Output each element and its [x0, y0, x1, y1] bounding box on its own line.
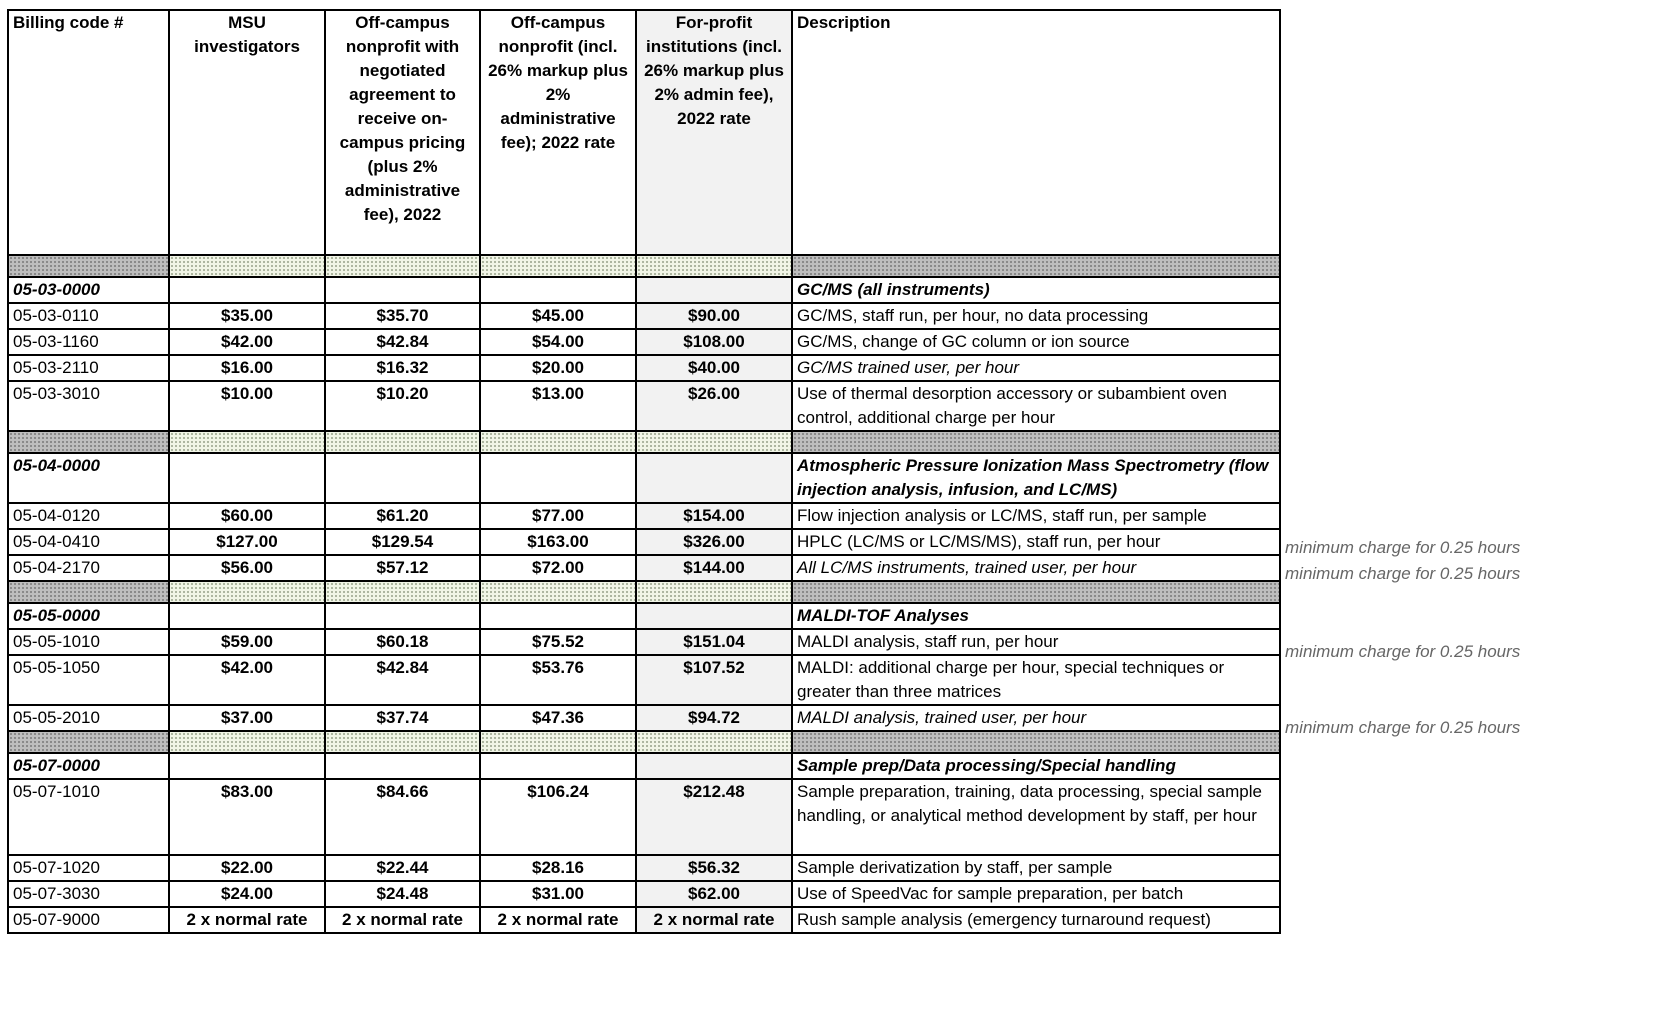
empty-cell: [325, 753, 480, 779]
offcampus-rate: $53.76: [480, 655, 636, 705]
msu-rate: $37.00: [169, 705, 325, 731]
msu-rate: $10.00: [169, 381, 325, 431]
empty-cell: [480, 453, 636, 503]
separator-cell: [8, 431, 169, 453]
description: HPLC (LC/MS or LC/MS/MS), staff run, per hour: [792, 529, 1280, 555]
billing-code: 05-05-1050: [8, 655, 169, 705]
empty-cell: [636, 753, 792, 779]
description: Rush sample analysis (emergency turnaround request): [792, 907, 1280, 933]
empty-cell: [636, 603, 792, 629]
empty-cell: [169, 453, 325, 503]
billing-code: 05-05-1010: [8, 629, 169, 655]
separator-cell: [480, 255, 636, 277]
table-row: [8, 705, 1280, 731]
description: All LC/MS instruments, trained user, per hour: [792, 555, 1280, 581]
description: Sample derivatization by staff, per sample: [792, 855, 1280, 881]
negotiated-rate: $35.70: [325, 303, 480, 329]
billing-rates-table: [7, 9, 1281, 934]
negotiated-rate: $84.66: [325, 779, 480, 855]
separator-cell: [792, 581, 1280, 603]
header-msu-investigators: MSU investigators: [169, 10, 325, 255]
table-row: [8, 881, 1280, 907]
section-separator: [8, 255, 1280, 277]
minimum-charge-note: minimum charge for 0.25 hours: [1285, 538, 1521, 557]
separator-cell: [480, 581, 636, 603]
msu-rate: 2 x normal rate: [169, 907, 325, 933]
table-row: [8, 779, 1280, 855]
offcampus-rate: $20.00: [480, 355, 636, 381]
table-row: [8, 907, 1280, 933]
separator-cell: [169, 581, 325, 603]
separator-cell: [636, 431, 792, 453]
separator-cell: [636, 731, 792, 753]
header-for-profit: For-profit institutions (incl. 26% markup plus 2% admin fee), 2022 rate: [636, 10, 792, 255]
empty-cell: [169, 603, 325, 629]
description: MALDI analysis, trained user, per hour: [792, 705, 1280, 731]
empty-cell: [325, 277, 480, 303]
table-row: [8, 503, 1280, 529]
empty-cell: [325, 453, 480, 503]
separator-cell: [325, 431, 480, 453]
empty-cell: [480, 603, 636, 629]
empty-cell: [169, 753, 325, 779]
separator-cell: [792, 431, 1280, 453]
description: Use of thermal desorption accessory or subambient oven control, additional charge per hour: [792, 381, 1280, 431]
billing-code: 05-03-1160: [8, 329, 169, 355]
negotiated-rate: $60.18: [325, 629, 480, 655]
msu-rate: $83.00: [169, 779, 325, 855]
separator-cell: [636, 255, 792, 277]
table-row: [8, 629, 1280, 655]
offcampus-rate: 2 x normal rate: [480, 907, 636, 933]
section-separator: [8, 581, 1280, 603]
group-title: MALDI-TOF Analyses: [792, 603, 1280, 629]
billing-code: 05-07-1010: [8, 779, 169, 855]
table-row: [8, 303, 1280, 329]
negotiated-rate: $42.84: [325, 655, 480, 705]
negotiated-rate: $37.74: [325, 705, 480, 731]
separator-cell: [169, 255, 325, 277]
msu-rate: $60.00: [169, 503, 325, 529]
group-code: 05-07-0000: [8, 753, 169, 779]
negotiated-rate: $22.44: [325, 855, 480, 881]
table-row: [8, 655, 1280, 705]
billing-code: 05-04-2170: [8, 555, 169, 581]
description: Use of SpeedVac for sample preparation, per batch: [792, 881, 1280, 907]
offcampus-rate: $54.00: [480, 329, 636, 355]
msu-rate: $42.00: [169, 655, 325, 705]
msu-rate: $59.00: [169, 629, 325, 655]
minimum-charge-note: minimum charge for 0.25 hours: [1285, 642, 1521, 661]
forprofit-rate: $151.04: [636, 629, 792, 655]
group-header-row: [8, 277, 1280, 303]
forprofit-rate: $62.00: [636, 881, 792, 907]
forprofit-rate: $26.00: [636, 381, 792, 431]
forprofit-rate: $56.32: [636, 855, 792, 881]
group-title: Atmospheric Pressure Ionization Mass Spectrometry (flow injection analysis, infusion, and LC/MS): [792, 453, 1280, 503]
billing-code: 05-03-3010: [8, 381, 169, 431]
forprofit-rate: $144.00: [636, 555, 792, 581]
separator-cell: [480, 431, 636, 453]
billing-code: 05-04-0410: [8, 529, 169, 555]
description: GC/MS trained user, per hour: [792, 355, 1280, 381]
offcampus-rate: $163.00: [480, 529, 636, 555]
group-header-row: [8, 753, 1280, 779]
negotiated-rate: $42.84: [325, 329, 480, 355]
offcampus-rate: $77.00: [480, 503, 636, 529]
billing-code: 05-05-2010: [8, 705, 169, 731]
billing-code: 05-07-9000: [8, 907, 169, 933]
description: MALDI analysis, staff run, per hour: [792, 629, 1280, 655]
header-description: Description: [792, 10, 1280, 255]
offcampus-rate: $13.00: [480, 381, 636, 431]
negotiated-rate: $24.48: [325, 881, 480, 907]
separator-cell: [792, 255, 1280, 277]
forprofit-rate: $40.00: [636, 355, 792, 381]
header-billing-code: Billing code #: [8, 10, 169, 255]
empty-cell: [636, 453, 792, 503]
header-negotiated-nonprofit: Off-campus nonprofit with negotiated agreement to receive on- campus pricing (plus 2% administrative fee), 2022: [325, 10, 480, 255]
section-separator: [8, 731, 1280, 753]
msu-rate: $42.00: [169, 329, 325, 355]
minimum-charge-note: minimum charge for 0.25 hours: [1285, 564, 1521, 583]
forprofit-rate: 2 x normal rate: [636, 907, 792, 933]
offcampus-rate: $75.52: [480, 629, 636, 655]
minimum-charge-note: minimum charge for 0.25 hours: [1285, 718, 1521, 737]
offcampus-rate: $45.00: [480, 303, 636, 329]
table-row: [8, 355, 1280, 381]
billing-code: 05-07-3030: [8, 881, 169, 907]
description: Sample preparation, training, data processing, special sample handling, or analytical method development by staff, per hour: [792, 779, 1280, 855]
msu-rate: $127.00: [169, 529, 325, 555]
empty-cell: [480, 753, 636, 779]
negotiated-rate: $16.32: [325, 355, 480, 381]
header-row: [8, 10, 1280, 255]
group-header-row: [8, 603, 1280, 629]
empty-cell: [636, 277, 792, 303]
forprofit-rate: $154.00: [636, 503, 792, 529]
empty-cell: [480, 277, 636, 303]
offcampus-rate: $31.00: [480, 881, 636, 907]
billing-code: 05-07-1020: [8, 855, 169, 881]
description: GC/MS, change of GC column or ion source: [792, 329, 1280, 355]
forprofit-rate: $90.00: [636, 303, 792, 329]
forprofit-rate: $326.00: [636, 529, 792, 555]
table-row: [8, 555, 1280, 581]
table-row: [8, 855, 1280, 881]
negotiated-rate: $57.12: [325, 555, 480, 581]
negotiated-rate: $129.54: [325, 529, 480, 555]
billing-code: 05-03-0110: [8, 303, 169, 329]
group-code: 05-03-0000: [8, 277, 169, 303]
rates-body: [8, 255, 1280, 933]
header-offcampus-nonprofit: Off-campus nonprofit (incl. 26% markup plus 2% administrative fee); 2022 rate: [480, 10, 636, 255]
table-row: [8, 529, 1280, 555]
billing-code: 05-03-2110: [8, 355, 169, 381]
negotiated-rate: 2 x normal rate: [325, 907, 480, 933]
separator-cell: [169, 431, 325, 453]
offcampus-rate: $47.36: [480, 705, 636, 731]
forprofit-rate: $107.52: [636, 655, 792, 705]
separator-cell: [8, 255, 169, 277]
separator-cell: [325, 255, 480, 277]
separator-cell: [792, 731, 1280, 753]
separator-cell: [480, 731, 636, 753]
separator-cell: [8, 581, 169, 603]
section-separator: [8, 431, 1280, 453]
group-code: 05-05-0000: [8, 603, 169, 629]
msu-rate: $56.00: [169, 555, 325, 581]
negotiated-rate: $61.20: [325, 503, 480, 529]
offcampus-rate: $28.16: [480, 855, 636, 881]
msu-rate: $16.00: [169, 355, 325, 381]
forprofit-rate: $108.00: [636, 329, 792, 355]
group-code: 05-04-0000: [8, 453, 169, 503]
table-row: [8, 329, 1280, 355]
separator-cell: [325, 581, 480, 603]
separator-cell: [636, 581, 792, 603]
separator-cell: [169, 731, 325, 753]
forprofit-rate: $212.48: [636, 779, 792, 855]
msu-rate: $35.00: [169, 303, 325, 329]
offcampus-rate: $72.00: [480, 555, 636, 581]
group-title: GC/MS (all instruments): [792, 277, 1280, 303]
empty-cell: [325, 603, 480, 629]
forprofit-rate: $94.72: [636, 705, 792, 731]
empty-cell: [169, 277, 325, 303]
group-title: Sample prep/Data processing/Special handling: [792, 753, 1280, 779]
description: MALDI: additional charge per hour, special techniques or greater than three matrices: [792, 655, 1280, 705]
group-header-row: [8, 453, 1280, 503]
separator-cell: [325, 731, 480, 753]
msu-rate: $24.00: [169, 881, 325, 907]
separator-cell: [8, 731, 169, 753]
negotiated-rate: $10.20: [325, 381, 480, 431]
description: Flow injection analysis or LC/MS, staff run, per sample: [792, 503, 1280, 529]
offcampus-rate: $106.24: [480, 779, 636, 855]
description: GC/MS, staff run, per hour, no data processing: [792, 303, 1280, 329]
billing-code: 05-04-0120: [8, 503, 169, 529]
table-row: [8, 381, 1280, 431]
msu-rate: $22.00: [169, 855, 325, 881]
